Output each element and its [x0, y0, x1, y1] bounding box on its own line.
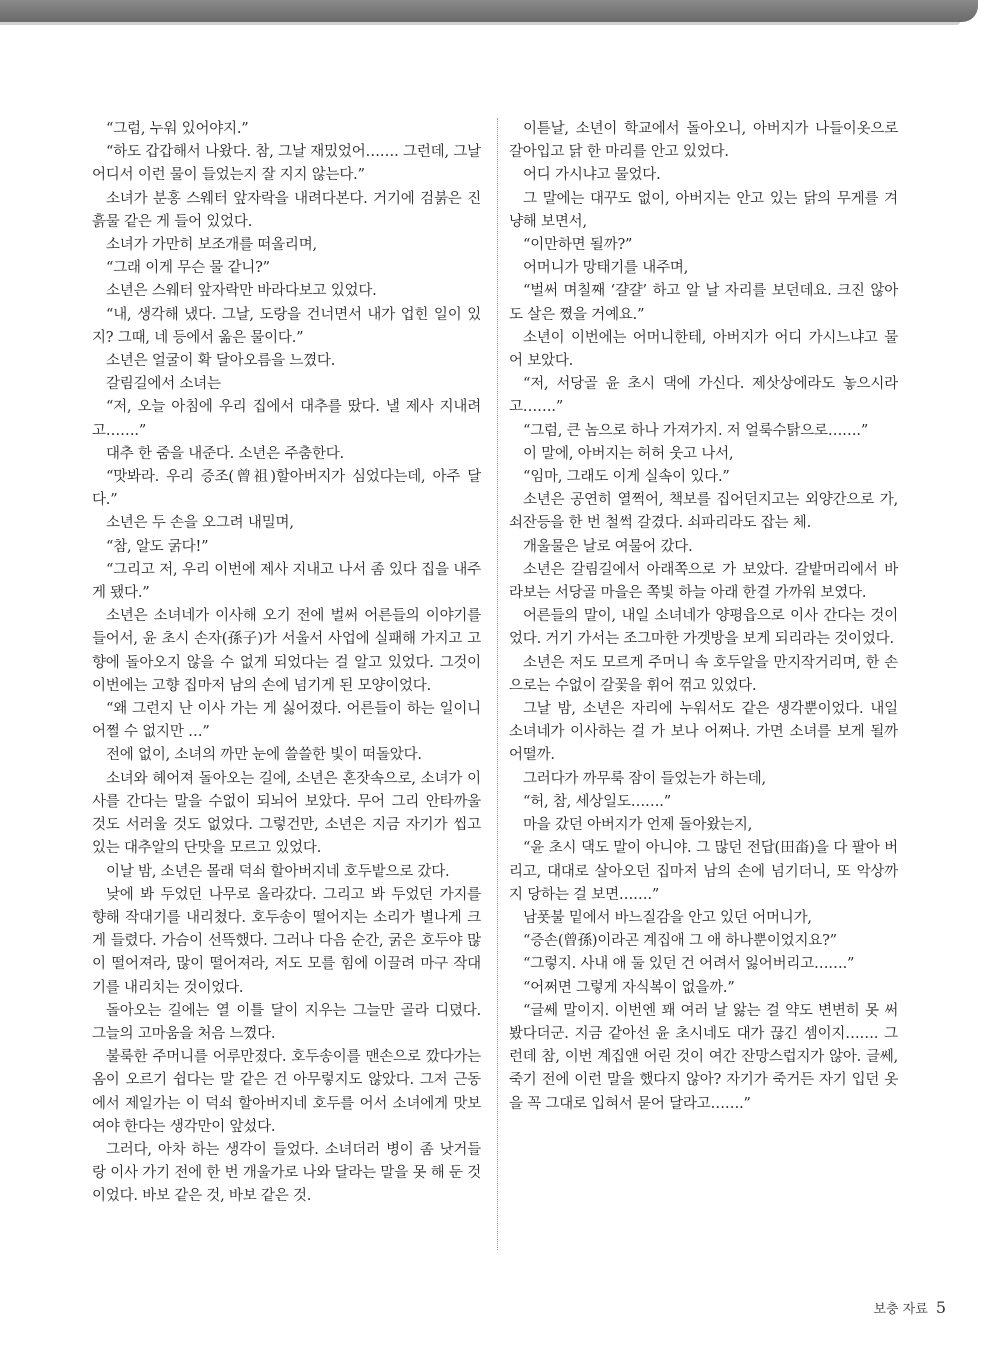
paragraph: 소년은 얼굴이 확 달아오름을 느꼈다. — [106, 353, 336, 370]
paragraph: 갈림길에서 소녀는 — [106, 376, 221, 393]
header-bar-shadow — [0, 22, 960, 25]
paragraph: 소년은 공연히 열쩍어, 책보를 집어던지고는 외양간으로 가, 쇠잔등을 한 번 철썩 갈겼다. 쇠파리라도 잡는 체. — [509, 492, 898, 532]
paragraph: 소년은 두 손을 오그려 내밀며, — [106, 515, 294, 532]
paragraph: 낮에 봐 두었던 나무로 올라갔다. 그리고 봐 두었던 가지를 향해 작대기를 내리쳤다. 호두송이 떨어지는 소리가 별나게 크게 들렸다. 가슴이 선뜩했다. 그러나 다음 순간, 굵은 호두야 많이 떨어져라, 많이 떨어져라, 저도 모를 힘에 이끌려 마구 작대기를 내리치는 것이었다. — [92, 886, 481, 996]
paragraph: “글쎄 말이지. 이번엔 꽤 여러 날 앓는 걸 약도 변변히 못 써 봤다더군. 지금 같아선 윤 초시네도 대가 끊긴 셈이지……. 그런데 참, 이번 계집앤 어린 것이 여간 잔망스럽지가 않아. 글쎄, 죽기 전에 이런 말을 했다지 않아? 자기가 죽거든 자기 입던 옷을 꼭 그대로 입혀서 묻어 달라고…….” — [509, 1002, 898, 1112]
column-divider — [497, 118, 498, 1250]
page-number: 5 — [935, 1298, 946, 1317]
paragraph: 남폿불 밑에서 바느질감을 안고 있던 어머니가, — [523, 909, 812, 926]
paragraph: “저, 오늘 아침에 우리 집에서 대추를 땄다. 낼 제사 지내려고…….” — [92, 399, 481, 439]
paragraph: 소녀와 헤어져 돌아오는 길에, 소년은 혼잣속으로, 소녀가 이사를 간다는 말을 수없이 되뇌어 보았다. 무어 그리 안타까울 것도 서러울 것도 없었다. 그렇건만, 소년은 지금 자기가 씹고 있는 대추알의 단맛을 모르고 있었다. — [92, 770, 481, 857]
paragraph: “그럼, 누워 있어야지.” — [106, 121, 249, 137]
paragraph: 마을 갔던 아버지가 언제 돌아왔는지, — [523, 817, 753, 834]
paragraph: 전에 없이, 소녀의 까만 눈에 쓸쓸한 빛이 떠돌았다. — [106, 747, 422, 764]
paragraph: “그리고 저, 우리 이번에 제사 지내고 나서 좀 있다 집을 내주게 됐다.” — [92, 561, 481, 602]
paragraph: 그날 밤, 소년은 자리에 누워서도 같은 생각뿐이었다. 내일 소녀네가 이사하는 걸 가 보나 어쩌나. 가면 소녀를 보게 될까 어떨까. — [509, 701, 898, 764]
paragraph: 어른들의 말이, 내일 소녀네가 양평읍으로 이사 간다는 것이었다. 거기 가서는 조그마한 가겟방을 보게 되리라는 것이었다. — [509, 608, 898, 648]
left-column — [92, 118, 481, 1209]
paragraph: 이튿날, 소년이 학교에서 돌아오니, 아버지가 나들이옷으로 갈아입고 닭 한 마리를 안고 있었다. — [509, 121, 898, 161]
paragraph: “그럼, 큰 놈으로 하나 가져가지. 저 얼룩수탉으로…….” — [523, 422, 869, 439]
paragraph: 이날 밤, 소년은 몰래 덕쇠 할아버지네 호두밭으로 갔다. — [106, 863, 450, 880]
paragraph: “증손(曾孫)이라곤 계집애 그 애 하나뿐이었지요?” — [523, 933, 837, 950]
header-bar — [0, 0, 978, 22]
paragraph: 어디 가시냐고 물었다. — [523, 167, 661, 184]
paragraph: “임마, 그래도 이게 실속이 있다.” — [523, 469, 730, 486]
paragraph: “어쩌면 그렇게 자식복이 없을까.” — [523, 979, 735, 996]
paragraph: 돌아오는 길에는 열 이틀 달이 지우는 그늘만 골라 디뎠다. 그늘의 고마움을 처음 느꼈다. — [92, 1002, 481, 1042]
paragraph: “저, 서당골 윤 초시 댁에 가신다. 제삿상에라도 놓으시라고…….” — [509, 376, 898, 416]
paragraph: 대추 한 줌을 내준다. 소년은 주춤한다. — [106, 445, 344, 462]
paragraph: 소년은 갈림길에서 아래쪽으로 가 보았다. 갈밭머리에서 바라보는 서당골 마을은 쪽빛 하늘 아래 한결 가까워 보였다. — [509, 561, 898, 602]
paragraph: 그 말에는 대꾸도 없이, 아버지는 안고 있는 닭의 무게를 겨냥해 보면서, — [509, 190, 898, 230]
paragraph: “하도 갑갑해서 나왔다. 참, 그날 재밌었어……. 그런데, 그날 어디서 이런 물이 들었는지 잘 지지 않는다.” — [92, 144, 481, 184]
paragraph: 개울물은 날로 여물어 갔다. — [523, 538, 693, 555]
paragraph: “참, 알도 굵다!” — [106, 538, 209, 555]
paragraph: “허, 참, 세상일도…….” — [523, 793, 671, 810]
paragraph: 소년은 소녀네가 이사해 오기 전에 벌써 어른들의 이야기를 들어서, 윤 초시 손자(孫子)가 서울서 사업에 실패해 가지고 고향에 돌아오지 않을 수 없게 되었다는 걸 알고 있었다. 그것이 이번에는 고향 집마저 남의 손에 넘기게 된 모양이었다. — [92, 608, 481, 694]
paragraph: “윤 초시 댁도 말이 아니야. 그 많던 전답(田畓)을 다 팔아 버리고, 대대로 살아오던 집마저 남의 손에 넘기더니, 또 악상까지 당하는 걸 보면…….” — [509, 840, 898, 903]
paragraph: 그러다, 아차 하는 생각이 들었다. 소녀더러 병이 좀 낫거들랑 이사 가기 전에 한 번 개울가로 나와 달라는 말을 못 해 둔 것이었다. 바보 같은 것, 바보 같은 것. — [92, 1141, 481, 1205]
right-column — [509, 118, 898, 1116]
paragraph: 불룩한 주머니를 어루만졌다. 호두송이를 맨손으로 깠다가는 옴이 오르기 쉽다는 말 같은 건 아무렇지도 않았다. 그저 근동에서 제일가는 이 덕쇠 할아버지네 호두를 어서 소녀에게 맛보여야 한다는 생각만이 앞섰다. — [92, 1049, 481, 1135]
paragraph: 소년은 스웨터 앞자락만 바라다보고 있었다. — [106, 283, 377, 300]
page-footer — [873, 1298, 946, 1317]
paragraph: “왜 그런지 난 이사 가는 게 싫어졌다. 어른들이 하는 일이니 어쩔 수 없지만 …” — [92, 701, 481, 741]
paragraph: 소녀가 분홍 스웨터 앞자락을 내려다본다. 거기에 검붉은 진흙물 같은 게 들어 있었다. — [92, 190, 481, 230]
paragraph: 그러다가 까무룩 잠이 들었는가 하는데, — [523, 770, 766, 787]
paragraph: 소녀가 가만히 보조개를 떠올리며, — [106, 237, 317, 254]
paragraph: “그렇지. 사내 애 둘 있던 건 어려서 잃어버리고…….” — [523, 956, 855, 973]
paragraph: 이 말에, 아버지는 허허 웃고 나서, — [523, 445, 734, 462]
paragraph: 소년은 저도 모르게 주머니 속 호두알을 만지작거리며, 한 손으로는 수없이 갈꽃을 휘어 꺾고 있었다. — [509, 654, 898, 694]
paragraph: “내, 생각해 냈다. 그날, 도랑을 건너면서 내가 업힌 일이 있지? 그때, 네 등에서 옮은 물이다.” — [92, 306, 481, 346]
paragraph: “이만하면 될까?” — [523, 237, 633, 254]
footer-section-label: 보충 자료 — [873, 1302, 928, 1317]
paragraph: “맛봐라. 우리 증조(曾祖)할아버지가 심었다는데, 아주 달다.” — [92, 469, 481, 509]
paragraph: 소년이 이번에는 어머니한테, 아버지가 어디 가시느냐고 물어 보았다. — [509, 329, 898, 370]
paragraph: “그래 이게 무슨 물 같니?” — [106, 260, 270, 277]
paragraph: “벌써 며칠째 ‘걀걀’ 하고 알 날 자리를 보던데요. 크진 않아도 살은 쪘을 거예요.” — [509, 283, 898, 323]
paragraph: 어머니가 망태기를 내주며, — [523, 260, 689, 277]
